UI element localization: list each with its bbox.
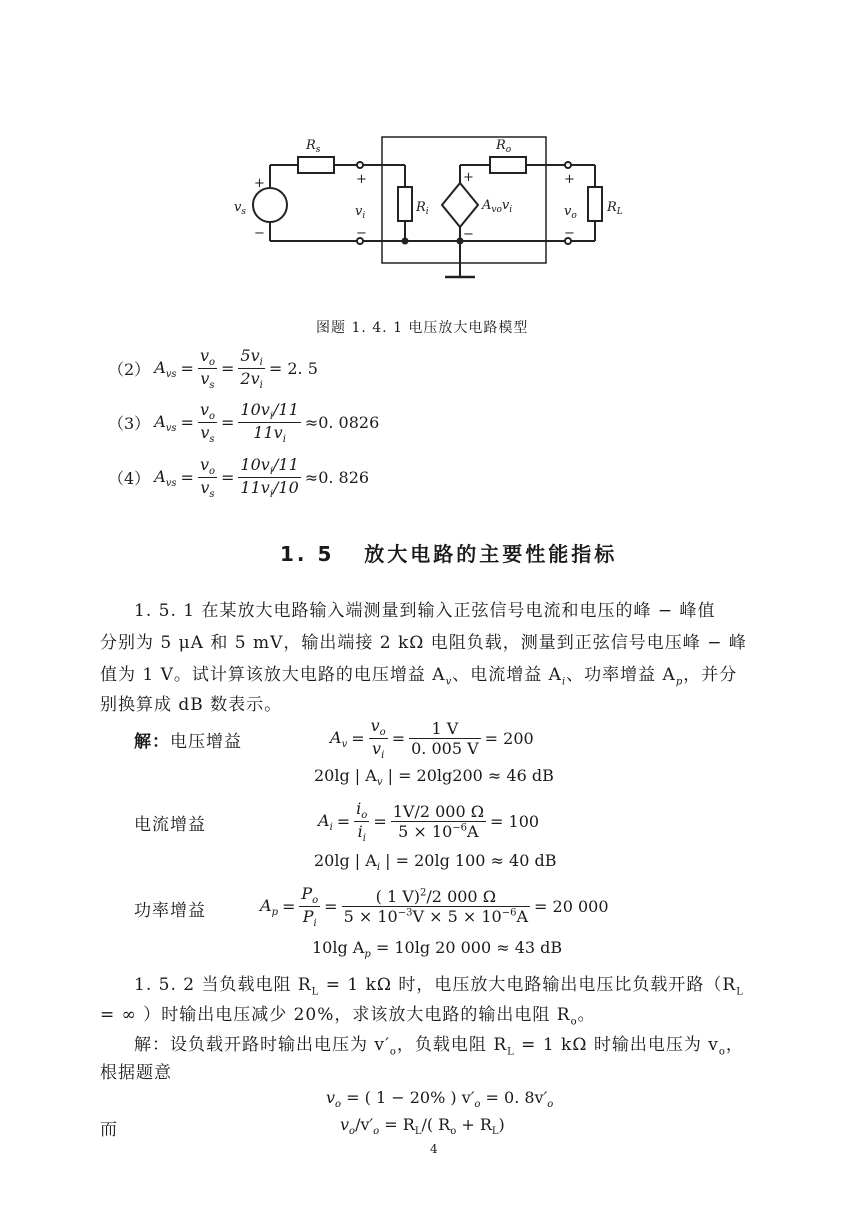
svg-text:Rs: $R_s$ <box>306 138 321 155</box>
power-gain-db: 10lg $A_p = 10\lg$ 20 000 ≈ 43 dB <box>312 938 563 961</box>
solution-voltage-label: 解：电压增益 <box>134 732 242 752</box>
er-conjunction: 而 <box>100 1120 118 1140</box>
solution-152-line1: 解：设负载开路时输出电压为 $v'_o$，负载电阻 $R_L = 1$ kΩ 时输出电压为 $v_o$， <box>134 1035 744 1058</box>
power-gain-equation: $A_p$ = $\frac{P_o}{P_i}$ = $\frac{( 1 V)^2/2 000 \Omega}{5 \times 10^{-3}V \times 5 \times 10^{-6}A}$ = 20 000 <box>260 884 609 930</box>
ro-resistor <box>490 157 526 173</box>
section-heading: 1. 5 放大电路的主要性能指标 <box>280 542 618 566</box>
voltage-gain-equation: $A_v$ = $\frac{v_o}{v_i}$ = $\frac{1 V}{0. 005 V}$ = 200 <box>330 716 534 762</box>
solution-152-line2: 根据题意 <box>100 1063 172 1083</box>
problem-151-line1: 1. 5. 1 在某放大电路输入端测量到输入正弦信号电流和电压的峰 − 峰值 <box>134 601 716 621</box>
svg-text:vo: $v_o$ <box>564 204 577 221</box>
problem-152-line2: = ∞ ）时输出电压减少 20%，求该放大电路的输出电阻 $R_o$。 <box>100 1005 596 1028</box>
page-number: 4 <box>430 1142 438 1156</box>
answer-4: （4） $A_{vs}$ = $\frac{v_o}{v_s}$ = $\frac{10v_i/11}{11v_i/10}$ ≈0. 826 <box>108 455 370 501</box>
output-voltage-equation: $v_o$ = ( 1 − 20% ) $v'_o = 0$. $8v'_o$ <box>326 1088 554 1111</box>
svg-text:−: − <box>356 226 367 241</box>
svg-text:RL: $R_L$ <box>607 200 623 217</box>
svg-text:+: + <box>356 172 367 187</box>
svg-text:+: + <box>463 170 474 185</box>
ri-resistor <box>398 187 412 221</box>
rl-resistor <box>588 187 602 221</box>
problem-151-line3: 值为 1 V。试计算该放大电路的电压增益 $A_v$、电流增益 $A_i$、功率增益 $A_p$，并分 <box>100 665 738 688</box>
power-gain-label: 功率增益 <box>134 901 206 921</box>
vs-source-icon <box>253 188 287 222</box>
current-gain-db: 20lg | $A_i$ | = 20lg 100 ≈ 40 dB <box>314 851 557 874</box>
current-gain-equation: $A_i$ = $\frac{i_o}{i_i}$ = $\frac{1V/2 000 \Omega}{5 \times 10^{-6}A}$ = 100 <box>318 799 540 845</box>
svg-text:+: + <box>564 172 575 187</box>
svg-text:−: − <box>254 226 265 241</box>
problem-151-line2: 分别为 5 μA 和 5 mV，输出端接 2 kΩ 电阻负载，测量到正弦信号电压峰 − 峰 <box>100 633 747 653</box>
current-gain-label: 电流增益 <box>134 815 206 835</box>
svg-text:Ro: $R_o$ <box>496 138 512 155</box>
problem-151-line4: 别换算成 dB 数表示。 <box>100 695 283 715</box>
svg-text:−: − <box>564 226 575 241</box>
svg-text:−: − <box>463 227 474 242</box>
voltage-gain-db: 20lg | $A_v$ | = 20lg200 ≈ 46 dB <box>314 766 554 789</box>
svg-text:vs: $v_s$ <box>234 200 246 217</box>
svg-text:Avovi: $A_{vo}v_i$ <box>482 198 513 215</box>
svg-text:Ri: $R_i$ <box>416 200 429 217</box>
problem-152-line1: 1. 5. 2 当负载电阻 $R_L = 1$ kΩ 时，电压放大电路输出电压比负载开路（$R_L$ <box>134 975 744 998</box>
svg-text:+: + <box>254 176 265 191</box>
figure-caption: 图题 1. 4. 1 电压放大电路模型 <box>316 320 529 336</box>
voltage-ratio-equation: $v_o/v'_o = R_L/$( $R_o + R_L$) <box>340 1115 505 1138</box>
circuit-diagram <box>220 125 640 290</box>
svg-text:vi: $v_i$ <box>355 204 366 221</box>
answer-2: （2） $A_{vs}$ = $\frac{v_o}{v_s}$ = $\frac{5v_i}{2v_i}$ = 2. 5 <box>108 346 318 392</box>
rs-resistor <box>298 157 334 173</box>
dependent-source-icon <box>442 183 478 227</box>
answer-3: （3） $A_{vs}$ = $\frac{v_o}{v_s}$ = $\frac{10v_i/11}{11v_i}$ ≈0. 0826 <box>108 400 380 446</box>
